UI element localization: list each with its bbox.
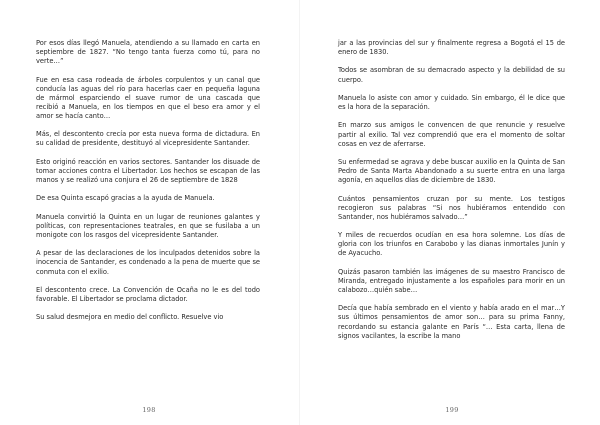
paragraph: Por esos días llegó Manuela, atendiendo a su llamado en carta en septiembre de 1827. “No tengo tanta fuerza como tú, para no verte…” <box>36 39 260 66</box>
paragraph: De esa Quinta escapó gracias a la ayuda de Manuela. <box>36 194 215 203</box>
paragraph: Y miles de recuerdos ocudían en esa hora solemne. Los días de gloria con los triunfos en Carabobo y las dianas inmortales Junín y de Ayacucho. <box>338 231 565 258</box>
paragraph: El descontento crece. La Convención de Ocaña no le es del todo favorable. El Libertador se proclama dictador. <box>36 285 260 304</box>
paragraph: Manuela convirtió la Quinta en un lugar de reuniones galantes y políticas, con representaciones teatrales, en que se fusilaba a un monigote con los rasgos del vicepresidente Santander. <box>36 212 260 239</box>
paragraph: Todos se asombran de su demacrado aspecto y la debilidad de su cuerpo. <box>338 66 565 84</box>
left-page-text <box>36 39 260 332</box>
paragraph: Esto originó reacción en varios sectores. Santander los disuade de tomar acciones contra el Libertador. Los hechos se escapan de las manos y se realizó una conjura el 26 de septiembre de 1828 <box>36 157 260 185</box>
paragraph: Quizás pasaron también las imágenes de su maestro Francisco de Miranda, entregado injustamente a los españoles para morir en un calabozo…quién sabe… <box>338 267 565 294</box>
right-page <box>300 0 600 425</box>
paragraph: En marzo sus amigos le convencen de que renuncie y resuelve partir al exilio. Tal vez comprendió que era el momento de soltar cosas en vez de aferrarse. <box>338 121 565 148</box>
page-number: 199 <box>445 406 459 414</box>
paragraph: Su enfermedad se agrava y debe buscar auxilio en la Quinta de San Pedro de Santa Marta Abandonado a su suerte entra en una larga agonía, en aquellos días de diciembre de 1830. <box>338 158 565 185</box>
paragraph: Fue en esa casa rodeada de árboles corpulentos y un canal que conducía las aguas del río para hacerlas caer en pequeña laguna de mármol esparciendo el suave rumor de una cascada que recibió a Manuela, en los tiempos en que el beso era amor y el amor se hacía canto… <box>36 75 260 120</box>
page-number: 198 <box>142 406 156 414</box>
paragraph: Su salud desmejora en medio del conflicto. Resuelve vio <box>36 313 224 322</box>
paragraph: Decía que había sembrado en el viento y había arado en el mar…Y sus últimos pensamientos de amor son… para su prima Fanny, recordando su estancia galante en París “… Esta carta, llena de signos vacilantes, la escribe la mano <box>338 304 565 340</box>
paragraph: jar a las provincias del sur y finalmente regresa a Bogotá el 15 de enero de 1830. <box>338 39 565 57</box>
right-page-text <box>338 39 565 350</box>
paragraph: Más, el descontento crecía por esta nueva forma de dictadura. En su calidad de presidente, destituyó al vicepresidente Santander. <box>36 130 260 148</box>
paragraph: Cuántos pensamientos cruzan por su mente. Los testigos recogieron sus palabras “Si nos hubiéramos entendido con Santander, nos hubiéramos salvado…” <box>338 194 565 221</box>
paragraph: A pesar de las declaraciones de los inculpados detenidos sobre la inocencia de Santander, es condenado a la pena de muerte que se conmuta con el exilio. <box>36 249 260 276</box>
paragraph: Manuela lo asiste con amor y cuidado. Sin embargo, él le dice que es la hora de la separación. <box>338 93 565 112</box>
